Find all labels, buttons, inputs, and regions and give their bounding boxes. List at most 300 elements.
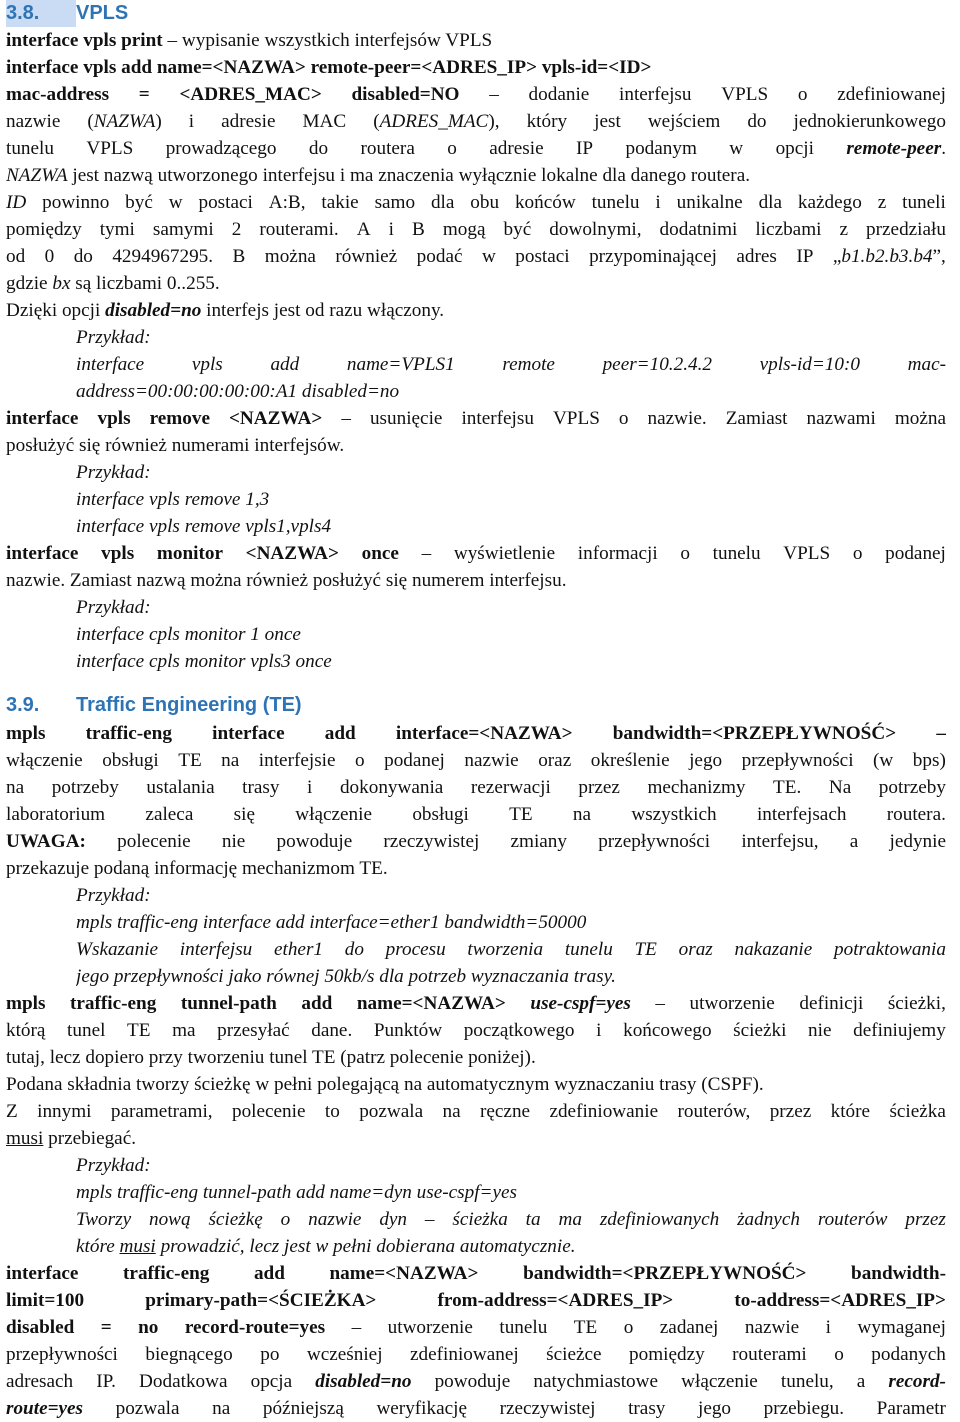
word <box>269 189 306 216</box>
word <box>303 108 347 135</box>
word <box>770 1098 812 1125</box>
word <box>908 351 946 378</box>
text-line <box>6 1314 946 1341</box>
text-run: rezerwacji <box>470 777 551 798</box>
word <box>853 540 863 567</box>
text-run: włączenie <box>681 1371 758 1392</box>
word <box>592 189 640 216</box>
text-run: utworzenie <box>689 993 775 1014</box>
text-run: tunelu, <box>780 1371 834 1392</box>
text-run: i <box>388 219 394 240</box>
word <box>902 189 946 216</box>
word <box>464 747 518 774</box>
text-run: można <box>264 246 316 267</box>
text-run: ma <box>172 1020 196 1041</box>
word <box>232 216 242 243</box>
word <box>467 936 543 963</box>
text-run: add <box>270 354 300 375</box>
text-run: 0 <box>44 246 55 267</box>
text-run: na <box>442 1101 461 1122</box>
text-run: adresie <box>489 138 544 159</box>
word <box>97 405 130 432</box>
word <box>233 243 246 270</box>
word <box>307 1341 383 1368</box>
text-run: Zamiast <box>725 408 788 429</box>
text-run: być <box>125 192 153 213</box>
text-run: traffic-eng <box>70 993 157 1014</box>
word <box>221 108 275 135</box>
text-run: mac- <box>907 354 946 375</box>
word <box>689 747 722 774</box>
word <box>619 81 691 108</box>
word <box>471 774 551 801</box>
text-line <box>76 1152 946 1179</box>
text-run: tunel <box>67 1020 106 1041</box>
word <box>546 1341 601 1368</box>
word <box>438 1287 674 1314</box>
word <box>807 405 876 432</box>
word <box>76 351 144 378</box>
word <box>760 351 860 378</box>
text-run: routerami <box>732 1344 807 1365</box>
word <box>263 1395 344 1422</box>
text-run: bandwidth- <box>851 1263 946 1284</box>
word <box>504 216 532 243</box>
text-run: jego <box>689 750 723 771</box>
text-run: to <box>324 1101 340 1122</box>
text-run: (w <box>873 750 894 771</box>
word <box>277 828 353 855</box>
word <box>246 540 339 567</box>
word <box>6 1314 74 1341</box>
text-run: i <box>825 1317 831 1338</box>
text-run: końcowego <box>623 1020 712 1041</box>
word <box>189 108 194 135</box>
text-run: powoduje <box>434 1371 511 1392</box>
text-line <box>76 1179 946 1206</box>
word <box>6 135 54 162</box>
text-run: traffic-eng <box>123 1263 210 1284</box>
text-run: na <box>572 804 592 825</box>
text-line <box>6 1125 946 1152</box>
text-run: traffic-eng <box>85 723 172 744</box>
word <box>6 189 26 216</box>
text-run: wszystkich <box>631 804 717 825</box>
word <box>431 189 454 216</box>
word <box>655 990 665 1017</box>
text-run: TE <box>509 804 533 825</box>
text-run: laboratorium <box>6 804 106 825</box>
text-run: A <box>356 219 371 240</box>
text-run: zdefiniowanej <box>837 84 946 105</box>
text-line <box>76 594 946 621</box>
word <box>834 1341 844 1368</box>
word <box>340 774 443 801</box>
word <box>341 405 351 432</box>
word <box>52 774 119 801</box>
text-run: – <box>341 408 351 429</box>
text-run: przepływności <box>598 831 711 852</box>
word <box>574 1314 597 1341</box>
text-run: do <box>308 138 329 159</box>
text-run: które <box>830 1101 871 1122</box>
word <box>87 108 161 135</box>
text-line <box>6 990 946 1017</box>
word <box>755 216 821 243</box>
word <box>321 189 358 216</box>
text-run: się <box>233 804 255 825</box>
word <box>799 990 863 1017</box>
word <box>361 135 415 162</box>
text-run: = <box>138 84 150 105</box>
text-run: – <box>489 84 499 105</box>
text-run: przebiegu. <box>763 1398 845 1419</box>
text-run: TE <box>634 939 657 960</box>
word <box>628 1395 665 1422</box>
word <box>412 216 425 243</box>
text-run: tuneli <box>902 192 946 213</box>
text-line <box>76 1206 946 1233</box>
text-run: vpls <box>97 408 131 429</box>
word <box>680 540 690 567</box>
word <box>745 1314 799 1341</box>
word <box>888 1368 946 1395</box>
word <box>853 1017 946 1044</box>
word <box>679 936 713 963</box>
word <box>846 135 946 162</box>
text-line <box>76 1233 946 1260</box>
word <box>879 774 946 801</box>
word <box>301 990 332 1017</box>
word <box>576 135 593 162</box>
word <box>936 720 946 747</box>
text-run: adresach <box>6 1371 74 1392</box>
word <box>295 801 372 828</box>
text-run: o <box>852 543 863 564</box>
word <box>660 216 738 243</box>
word <box>217 1017 289 1044</box>
word <box>798 189 862 216</box>
text-run: IP <box>576 138 594 159</box>
word <box>798 81 808 108</box>
text-run: o <box>618 408 629 429</box>
word <box>558 1206 581 1233</box>
text-run: jest nazwą utworzonego interfejsu i ma znaczenia wyłącznie lokalne dla danego routera. <box>67 165 751 186</box>
text-run: routerami. <box>259 219 339 240</box>
word <box>383 828 479 855</box>
word <box>274 936 323 963</box>
word <box>150 405 210 432</box>
text-run: jego przepływności jako równej 50kb/s dla potrzeb wyznaczania trasy. <box>76 966 616 987</box>
word <box>794 108 946 135</box>
word <box>181 990 277 1017</box>
word <box>613 720 896 747</box>
word <box>549 1098 658 1125</box>
text-run: weryfikację <box>376 1398 467 1419</box>
text-run: powoduje <box>276 831 353 852</box>
word <box>311 1017 352 1044</box>
text-run: disabled <box>6 1317 75 1338</box>
text-run: na <box>212 1398 231 1419</box>
text-run: definiujemy <box>853 1020 946 1041</box>
text-run: jego <box>697 1398 732 1419</box>
text-line <box>6 720 946 747</box>
word <box>6 774 24 801</box>
word <box>833 243 946 270</box>
text-run: – <box>655 993 665 1014</box>
text-run: Parametr <box>876 1398 946 1419</box>
word <box>677 189 743 216</box>
word <box>6 1341 118 1368</box>
word <box>357 990 506 1017</box>
word <box>890 828 946 855</box>
text-run: Tworzy <box>76 1209 132 1230</box>
word <box>747 108 766 135</box>
word <box>515 243 569 270</box>
word <box>6 1260 78 1287</box>
word <box>251 1368 293 1395</box>
word <box>573 801 591 828</box>
word <box>764 1395 844 1422</box>
word <box>647 774 745 801</box>
word <box>6 990 45 1017</box>
word <box>362 540 399 567</box>
word <box>6 747 83 774</box>
word <box>783 540 830 567</box>
text-run: interface vpls add name=<NAZWA> remote-peer=<ADRES_IP> vpls-id=<ID> <box>6 57 652 78</box>
word <box>464 1017 575 1044</box>
word <box>6 243 25 270</box>
word <box>410 1341 519 1368</box>
text-run: interfejsu, <box>741 831 819 852</box>
text-run: początkowego <box>463 1020 575 1041</box>
text-run: b1.b2.b3.b4 <box>841 246 933 267</box>
section-title: Traffic Engineering (TE) <box>76 694 302 716</box>
text-run: disabled=NO <box>351 84 460 105</box>
text-run: 4294967295. <box>112 246 214 267</box>
text-run: NAZWA <box>6 165 68 186</box>
text-run: Przykład: <box>76 327 151 348</box>
text-run: opcja <box>250 1371 293 1392</box>
text-run: Dzięki opcji <box>6 300 106 321</box>
text-run: obsługi <box>412 804 469 825</box>
word <box>180 936 252 963</box>
text-run: o <box>680 543 690 564</box>
text-run: samo <box>374 192 416 213</box>
text-run: samymi <box>152 219 214 240</box>
text-run: przepływności <box>741 750 854 771</box>
word <box>523 1260 806 1287</box>
text-run: TE <box>573 1317 598 1338</box>
text-run: Przykład: <box>76 462 151 483</box>
text-run: dyn <box>379 1209 408 1230</box>
word <box>67 1017 105 1044</box>
text-line <box>6 747 946 774</box>
text-run: interface <box>6 408 79 429</box>
text-run: nazwami <box>806 408 876 429</box>
word <box>101 540 134 567</box>
word <box>169 189 183 216</box>
text-run: tunelu <box>564 939 613 960</box>
text-run: dla <box>758 192 783 213</box>
text-run: gdzie <box>6 273 53 294</box>
word <box>648 108 720 135</box>
text-run: limit=100 <box>6 1290 85 1311</box>
word <box>179 81 321 108</box>
word <box>759 189 782 216</box>
text-run: zmiany <box>510 831 567 852</box>
text-line <box>6 189 946 216</box>
word <box>102 747 159 774</box>
section-number: 3.8. <box>6 0 76 27</box>
text-run: postaci <box>198 192 253 213</box>
word <box>6 540 78 567</box>
word <box>222 828 245 855</box>
text-run: podanych <box>871 1344 946 1365</box>
word <box>417 243 463 270</box>
text-run: który <box>526 111 568 132</box>
word <box>878 189 887 216</box>
text-run: i <box>655 192 661 213</box>
text-run: późniejszą <box>262 1398 344 1419</box>
text-run: – <box>936 723 946 744</box>
word <box>603 351 712 378</box>
text-run: informacji <box>577 543 658 564</box>
text-run: wcześniej <box>306 1344 383 1365</box>
word <box>325 1098 340 1125</box>
text-run: unikalne <box>676 192 743 213</box>
text-run: polecenie <box>231 1101 306 1122</box>
text-run: do <box>344 939 364 960</box>
word <box>461 405 533 432</box>
word <box>624 1314 634 1341</box>
word <box>96 1368 116 1395</box>
text-run: tymi <box>99 219 135 240</box>
text-run: mechanizmy <box>647 777 746 798</box>
text-run: interfejsach <box>756 804 847 825</box>
word <box>500 1395 596 1422</box>
word <box>254 1260 285 1287</box>
word <box>386 936 446 963</box>
word <box>86 135 133 162</box>
word <box>808 1017 831 1044</box>
text-run: o <box>797 84 808 105</box>
text-run: interfejsu <box>461 408 534 429</box>
text-line <box>6 1368 946 1395</box>
text-run: oraz <box>538 750 572 771</box>
text-line <box>6 1017 946 1044</box>
word <box>6 1098 18 1125</box>
text-run: Przykład: <box>76 597 151 618</box>
text-run: żadnych <box>737 1209 800 1230</box>
word <box>309 135 328 162</box>
text-run: jest <box>594 111 621 132</box>
text-run: przez <box>578 777 620 798</box>
section-heading <box>6 0 946 27</box>
word <box>829 774 851 801</box>
text-run: również <box>335 246 398 267</box>
word <box>145 1287 376 1314</box>
word <box>489 135 543 162</box>
word <box>86 720 172 747</box>
text-run: i <box>596 1020 602 1041</box>
text-run: Przykład: <box>76 1155 151 1176</box>
text-line <box>76 648 946 675</box>
text-run: parametrami, <box>110 1101 213 1122</box>
text-line <box>6 405 946 432</box>
word <box>526 1206 541 1233</box>
word <box>834 936 946 963</box>
word <box>435 1368 511 1395</box>
text-run: pomiędzy <box>629 1344 705 1365</box>
text-run: oraz <box>678 939 713 960</box>
text-run: Przykład: <box>76 885 151 906</box>
word <box>374 1017 442 1044</box>
text-run: „ <box>832 246 842 267</box>
text-run: NAZWA <box>93 111 156 132</box>
word <box>6 108 60 135</box>
word <box>533 1368 658 1395</box>
word <box>857 1314 945 1341</box>
text-run: końców <box>514 192 576 213</box>
word <box>887 801 946 828</box>
word <box>776 135 814 162</box>
word <box>690 990 775 1017</box>
word <box>100 216 135 243</box>
word <box>648 405 707 432</box>
text-run: tunelu <box>591 192 640 213</box>
word <box>635 936 657 963</box>
word <box>329 1260 478 1287</box>
text-run: jedynie <box>889 831 946 852</box>
word <box>839 216 848 243</box>
text-run: Podana składnia tworzy ścieżkę w pełni polegającą na automatycznym wyznaczaniu trasy (CSPF). <box>6 1074 764 1095</box>
word <box>76 1206 131 1233</box>
word <box>877 1395 946 1422</box>
text-run: record-route=yes <box>184 1317 326 1338</box>
text-run: Z <box>6 1101 18 1122</box>
word <box>837 81 946 108</box>
word <box>447 135 457 162</box>
text-run: dodatnimi <box>659 219 738 240</box>
text-run: w <box>481 246 496 267</box>
text-run: zdefiniowanej <box>410 1344 519 1365</box>
text-run: mogą <box>442 219 486 240</box>
word <box>425 1206 435 1233</box>
text-run: ), <box>488 111 500 132</box>
text-run: mpls traffic-eng interface add interface=ether1 bandwidth=50000 <box>76 912 587 933</box>
text-line <box>6 432 946 459</box>
text-line <box>6 243 946 270</box>
word <box>232 1098 306 1125</box>
text-run: – wypisanie wszystkich interfejsów VPLS <box>162 30 493 51</box>
text-run: 2 <box>231 219 242 240</box>
text-run: ścieżka <box>452 1209 508 1230</box>
text-run: a <box>849 831 859 852</box>
text-run: do <box>747 111 767 132</box>
text-run: remote-peer <box>846 138 942 159</box>
word <box>185 1314 325 1341</box>
text-run: add <box>324 723 356 744</box>
text-run: wejściem <box>647 111 721 132</box>
text-run: jednokierunkowego <box>793 111 946 132</box>
text-run: i <box>188 111 195 132</box>
text-run: Na <box>828 777 852 798</box>
text-run: mac-address <box>6 84 110 105</box>
word <box>885 540 946 567</box>
word <box>591 747 670 774</box>
word <box>594 108 621 135</box>
